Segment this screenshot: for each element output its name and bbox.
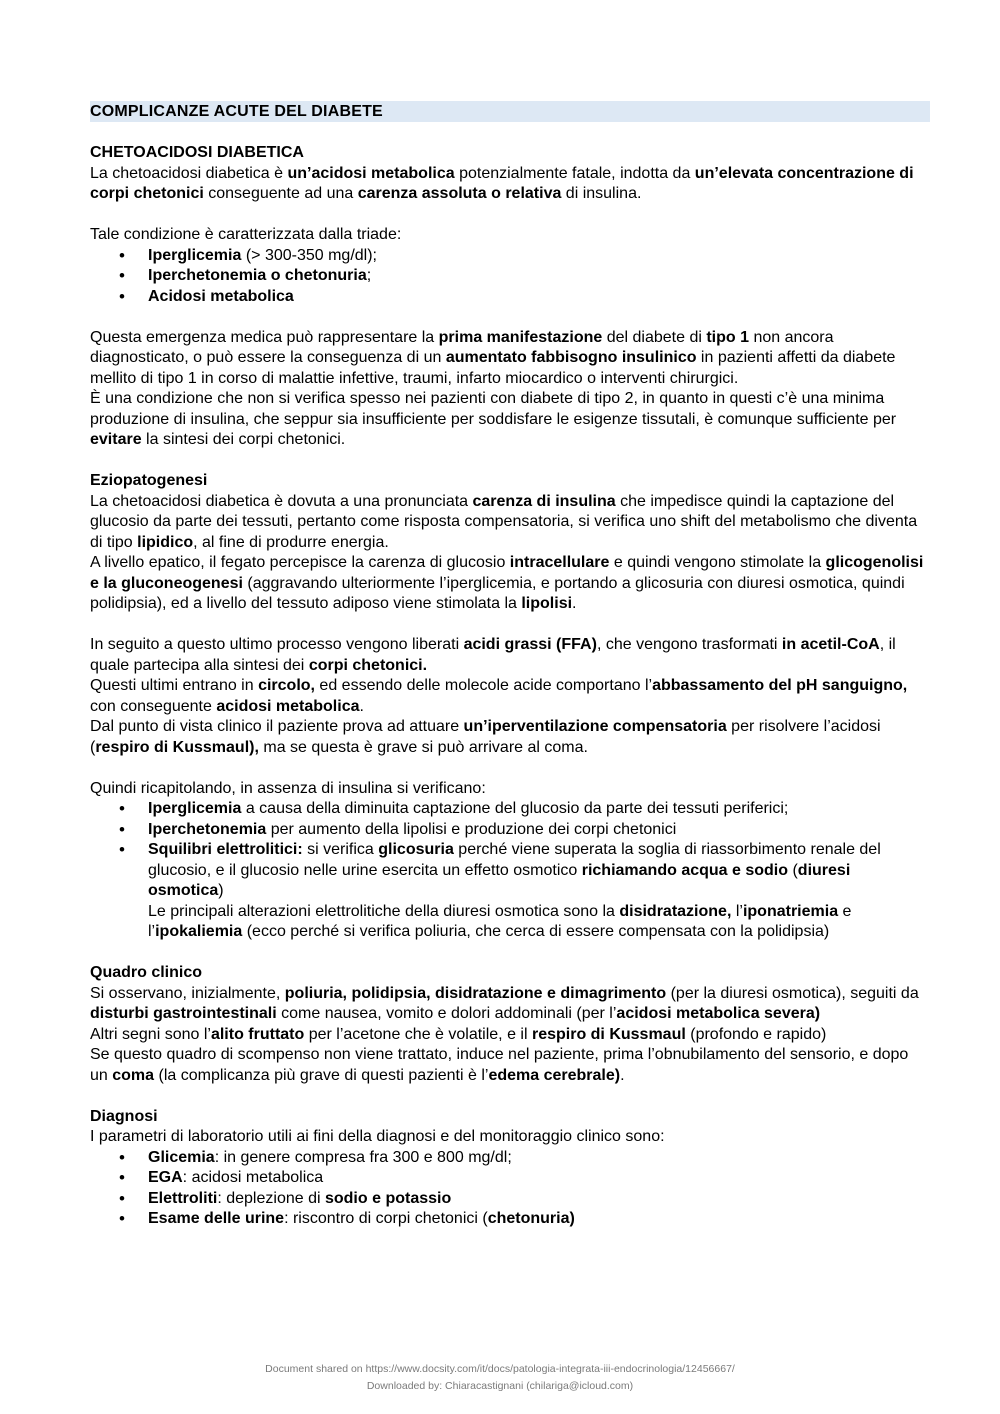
paragraph: I parametri di laboratorio utili ai fini della diagnosi e del monitoraggio clinico sono: xyxy=(90,1128,665,1145)
section-heading-quadro-clinico: Quadro clinico xyxy=(90,964,203,981)
paragraph: Dal punto di vista clinico il paziente prova ad attuare un’iperventilazione compensatoria per risolvere l’acidosi (respiro di Kussmaul), ma se questa è grave si può arrivare al coma. xyxy=(90,718,881,756)
list-item: • Glicemia: in genere compresa fra 300 e 800 mg/dl; xyxy=(90,1148,930,1169)
bullet-list-triade xyxy=(90,246,930,308)
footer-downloaded-line: Downloaded by: Chiaracastignani (chilariga@icloud.com) xyxy=(366,1380,634,1392)
list-item: • Esame delle urine: riscontro di corpi chetonici (chetonuria) xyxy=(90,1209,930,1230)
list-item: • EGA: acidosi metabolica xyxy=(90,1168,930,1189)
section-heading-diagnosi: Diagnosi xyxy=(90,1107,158,1125)
footer-shared-line: Document shared on https://www.docsity.com/it/docs/patologia-integrata-iii-endocrinologia/12456667/ xyxy=(265,1363,735,1375)
list-item: • Iperchetonemia per aumento della lipolisi e produzione dei corpi chetonici xyxy=(90,820,930,841)
paragraph: È una condizione che non si verifica spesso nei pazienti con diabete di tipo 2, in quanto in questi c’è una minima produzione di insulina, che seppur sia insufficiente per soddisfare le esigenze tissutali, è comunque sufficiente per evitare la sintesi dei corpi chetonici. xyxy=(90,390,897,448)
page-title: COMPLICANZE ACUTE DEL DIABETE xyxy=(90,101,930,122)
list-item: • Iperchetonemia o chetonuria; xyxy=(90,266,930,287)
paragraph: La chetoacidosi diabetica è dovuta a una pronunciata carenza di insulina che impedisce quindi la captazione del glucosio da parte dei tessuti, pertanto come risposta compensatoria, si verifica uno shift del metabolismo che diventa di tipo lipidico, al fine di produrre energia. xyxy=(90,492,918,551)
paragraph: Questa emergenza medica può rappresentare la prima manifestazione del diabete di tipo 1 non ancora diagnosticato, o può essere la conseguenza di un aumentato fabbisogno insulinico in pazienti affetti da diabete mellito di tipo 1 in corso di malattie infettive, traumi, infarto miocardico o interventi chirurgici. xyxy=(90,328,896,387)
list-item: • Elettroliti: deplezione di sodio e potassio xyxy=(90,1189,930,1210)
section-heading-chetoacidosi: CHETOACIDOSI DIABETICA xyxy=(90,144,304,161)
bullet-list-diagnosi xyxy=(90,1148,930,1230)
list-item: • Acidosi metabolica xyxy=(90,287,930,308)
paragraph: Questi ultimi entrano in circolo, ed essendo delle molecole acide comportano l’abbassamento del pH sanguigno, con conseguente acidosi metabolica. xyxy=(90,677,908,715)
bullet-list-effetti xyxy=(90,799,930,943)
paragraph: A livello epatico, il fegato percepisce la carenza di glucosio intracellulare e quindi vengono stimolate la glicogenolisi e la gluconeogenesi (aggravando ulteriormente l’iperglicemia, e portando a glicosuria con diuresi osmotica, quindi polidipsia), ed a livello del tessuto adiposo viene stimolata la lipolisi. xyxy=(90,554,924,612)
section-heading-eziopatogenesi: Eziopatogenesi xyxy=(90,472,208,489)
document-page xyxy=(90,101,930,1230)
list-item: • Iperglicemia (> 300-350 mg/dl); xyxy=(90,246,930,267)
list-item: • Squilibri elettrolitici: si verifica glicosuria perché viene superata la soglia di riassorbimento renale del glucosio, e il glucosio nelle urine esercita un effetto osmotico richiamando acqua e sodio (diuresi osmotica) Le principali alterazioni elettrolitiche della diuresi osmotica sono la disidratazione, l’iponatriemia e l’ipokaliemia (ecco perché si verifica poliuria, che cerca di essere compensata con la polidipsia) xyxy=(90,840,930,943)
paragraph: Tale condizione è caratterizzata dalla triade: xyxy=(90,226,402,243)
paragraph: Quindi ricapitolando, in assenza di insulina si verificano: xyxy=(90,779,486,797)
paragraph: Se questo quadro di scompenso non viene trattato, induce nel paziente, prima l’obnubilamento del sensorio, e dopo un coma (la complicanza più grave di questi pazienti è l’edema cerebrale). xyxy=(90,1046,909,1084)
paragraph: In seguito a questo ultimo processo vengono liberati acidi grassi (FFA), che vengono trasformati in acetil-CoA, il quale partecipa alla sintesi dei corpi chetonici. xyxy=(90,636,896,674)
paragraph: Si osservano, inizialmente, poliuria, polidipsia, disidratazione e dimagrimento (per la diuresi osmotica), seguiti da disturbi gastrointestinali come nausea, vomito e dolori addominali (per l’acidosi metabolica severa) xyxy=(90,984,919,1022)
list-item: • Iperglicemia a causa della diminuita captazione del glucosio da parte dei tessuti periferici; xyxy=(90,799,930,820)
paragraph: Altri segni sono l’alito fruttato per l’acetone che è volatile, e il respiro di Kussmaul (profondo e rapido) xyxy=(90,1025,827,1043)
paragraph: La chetoacidosi diabetica è un’acidosi metabolica potenzialmente fatale, indotta da un’elevata concentrazione di corpi chetonici conseguente ad una carenza assoluta o relativa di insulina. xyxy=(90,164,914,202)
